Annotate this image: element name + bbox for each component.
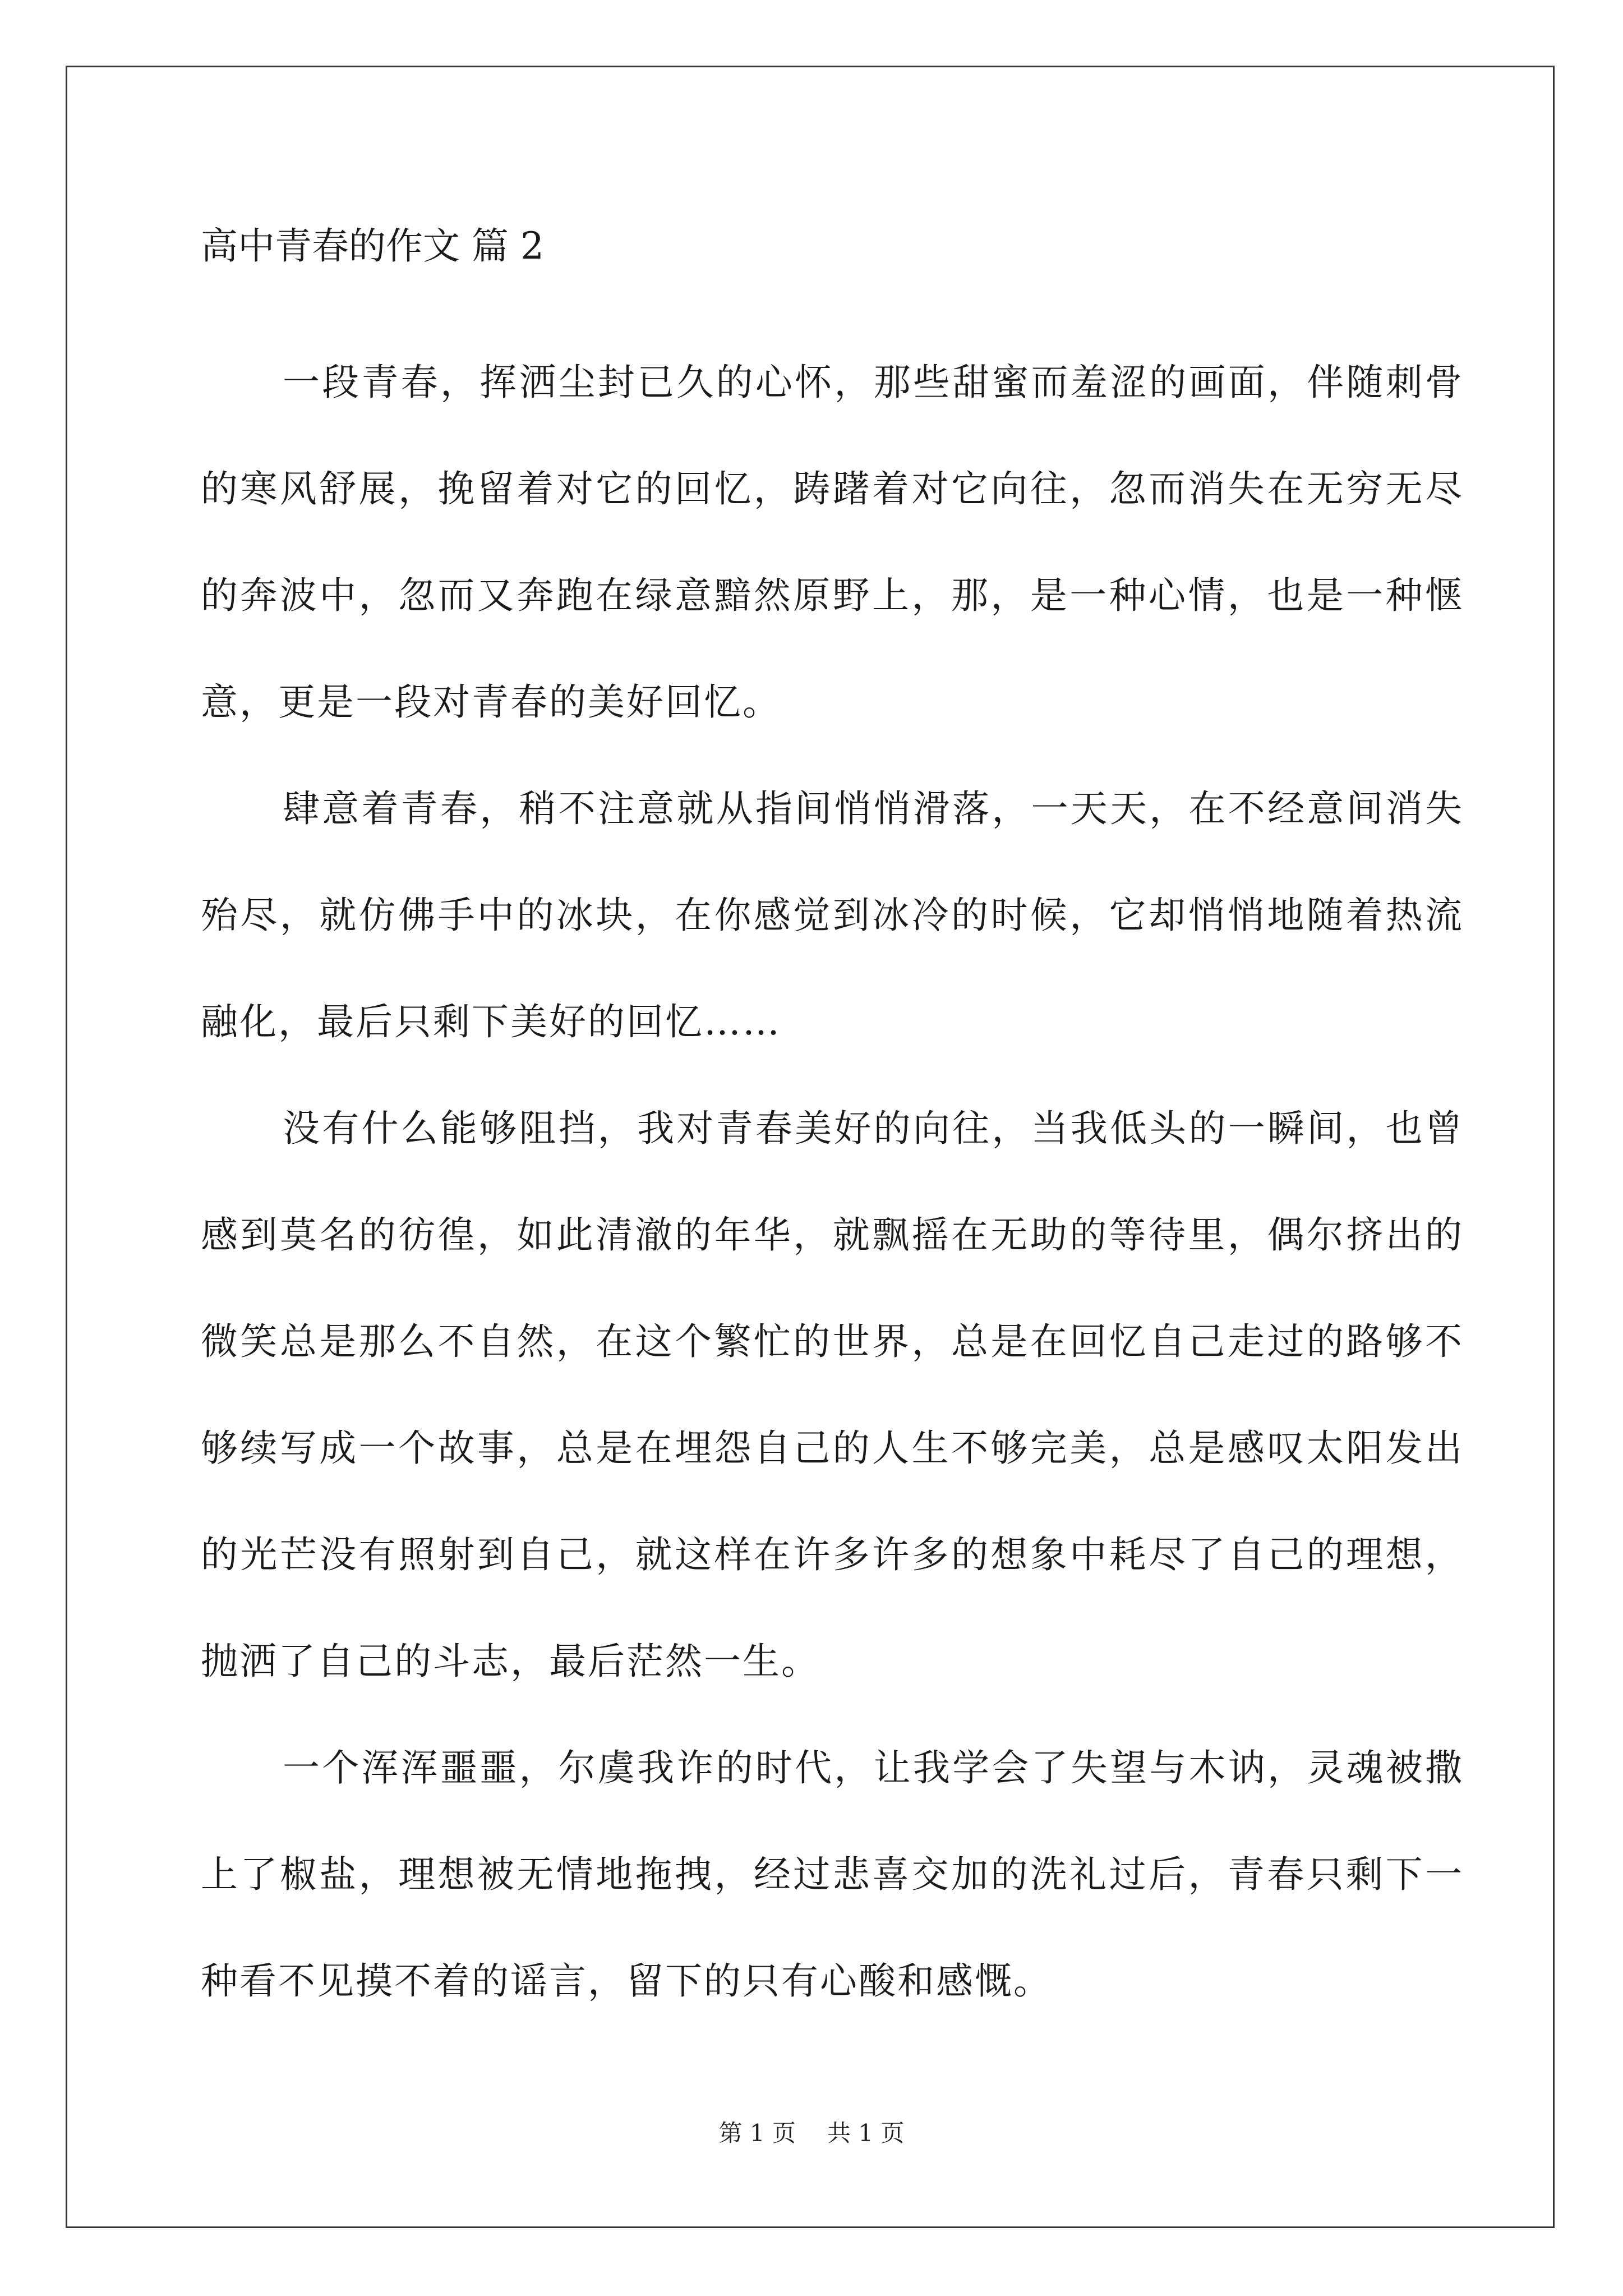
document-body	[201, 222, 1464, 2035]
page-total: 共 1 页	[827, 2119, 905, 2147]
paragraph-2: 肆意着青春，稍不注意就从指间悄悄滑落，一天天，在不经意间消失殆尽，就仿佛手中的冰块，在你感觉到冰冷的时候，它却悄悄地随着热流融化，最后只剩下美好的回忆……	[201, 787, 1464, 1043]
paragraph-1: 一段青春，挥洒尘封已久的心怀，那些甜蜜而羞涩的画面，伴随刺骨的寒风舒展，挽留着对它的回忆，踌躇着对它向往，忽而消失在无穷无尽的奔波中，忽而又奔跑在绿意黯然原野上，那，是一种心情，也是一种惬意，更是一段对青春的美好回忆。	[201, 361, 1464, 724]
paragraph-4: 一个浑浑噩噩，尔虞我诈的时代，让我学会了失望与木讷，灵魂被撒上了椒盐，理想被无情地拖拽，经过悲喜交加的洗礼过后，青春只剩下一种看不见摸不着的谣言，留下的只有心酸和感慨。	[201, 1746, 1464, 2003]
page-footer	[0, 2118, 1623, 2149]
paragraph-3: 没有什么能够阻挡，我对青春美好的向往，当我低头的一瞬间，也曾感到莫名的彷徨，如此清澈的年华，就飘摇在无助的等待里，偶尔挤出的微笑总是那么不自然，在这个繁忙的世界，总是在回忆自己走过的路够不够续写成一个故事，总是在埋怨自己的人生不够完美，总是感叹太阳发出的光芒没有照射到自己，就这样在许多许多的想象中耗尽了自己的理想，抛洒了自己的斗志，最后茫然一生。	[201, 1107, 1464, 1683]
page-number: 第 1 页	[718, 2119, 796, 2147]
document-title: 高中青春的作文 篇 2	[201, 224, 544, 268]
